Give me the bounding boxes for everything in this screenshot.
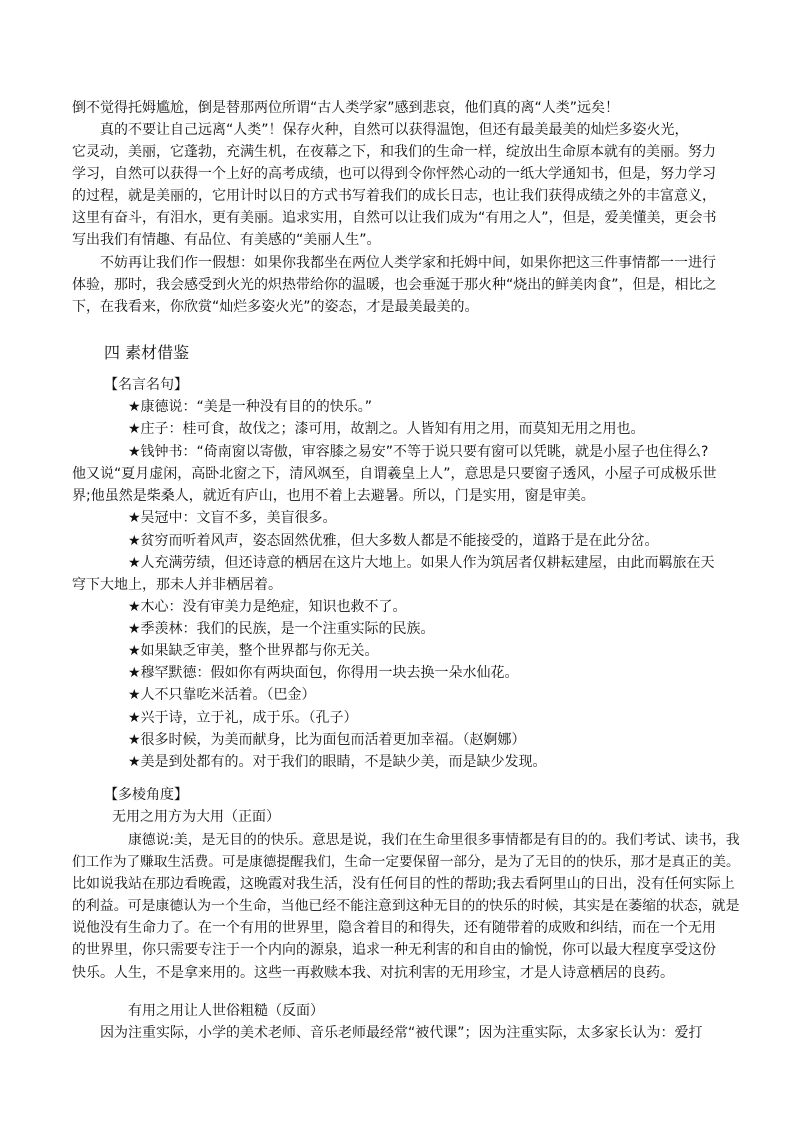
quote-line: ★庄子：桂可食，故伐之；漆可用，故割之。人皆知有用之用，而莫知无用之用也。 [128,421,645,437]
text-line: 的过程，就是美丽的，它用计时以日的方式书写着我们的成长日志，也让我们获得成绩之外的丰富意义， [72,188,716,204]
quote-line: ★木心：没有审美力是绝症，知识也救不了。 [128,599,407,615]
text-line: 们工作为了赚取生活费。可是康德提醒我们，生命一定要保留一部分，是为了无目的的快乐，那才是真正的美。 [72,854,740,870]
section-title: 四 素材借鉴 [104,343,190,362]
text-line: 快乐。人生，不是拿来用的。这些一再救赎本我、对抗利害的无用珍宝，才是人诗意栖居的良药。 [72,965,674,981]
quote-line: ★人充满劳绩，但还诗意的栖居在这片大地上。如果人作为筑居者仅耕耘建屋，由此而羁旅在天 [128,555,715,571]
angle-positive-title: 无用之用方为大用（正面） [112,809,280,825]
text-line: 的利益。可是康德认为一个生命，当他已经不能注意到这种无目的的快乐的时候，其实是在萎缩的状态，就是 [72,898,740,914]
quote-line: 他又说“夏月虚闲，高卧北窗之下，清风飒至，自谓羲皇上人”，意思是只要窗子透风，小屋子可成极乐世 [72,466,717,482]
text-line: 下，在我看来，你欣赏“灿烂多姿火光”的姿态，才是最美最美的。 [72,299,479,315]
text-line: 体验，那时，我会感受到火光的炽热带给你的温暖，也会垂涎于那火种“烧出的鲜美肉食”，但是，相比之 [72,277,717,293]
quote-line: ★季羡林：我们的民族，是一个注重实际的民族。 [128,621,435,637]
quote-line: ★贫穷而听着风声，姿态固然优雅，但大多数人都是不能接受的，道路于是在此分岔。 [128,533,659,549]
quotes-heading: 【名言名句】 [104,377,188,393]
quote-line: ★吴冠中：文盲不多，美盲很多。 [128,510,337,526]
text-line: 因为注重实际，小学的美术老师、音乐老师最经常“被代课”；因为注重实际，太多家长认为：爱打 [100,1025,703,1041]
quote-line: ★兴于诗，立于礼，成于乐。（孔子） [128,710,358,726]
quote-line: 穹下大地上，那未人并非栖居着。 [72,577,282,593]
text-line: 的世界里，你只需要专注于一个内向的源泉，追求一种无利害的和自由的愉悦，你可以最大程度享受这份 [72,942,716,958]
text-line: 真的不要让自己远离“人类”！保存火种，自然可以获得温饱，但还有最美最美的灿烂多姿火光， [100,122,689,138]
angle-negative-title: 有用之用让人世俗粗糙（反面） [128,1003,324,1019]
quote-line: ★如果缺乏审美，整个世界都与你无关。 [128,643,379,659]
quote-line: ★康德说：“美是一种没有目的的快乐。” [128,399,373,415]
text-line: 说他没有生命力了。在一个有用的世界里，隐含着目的和得失，还有随带着的成败和纠结，而在一个无用 [72,920,716,936]
quote-line: ★人不只靠吃米活着。（巴金） [128,687,316,703]
text-line: 学习，自然可以获得一个上好的高考成绩，也可以得到令你怦然心动的一纸大学通知书，但是，努力学习 [72,166,716,182]
angles-heading: 【多棱角度】 [104,787,188,803]
quote-line: ★美是到处都有的。对于我们的眼睛，不是缺少美，而是缺少发现。 [128,754,547,770]
text-line: 康德说:美，是无目的的快乐。意思是说，我们在生命里很多事情都是有目的的。我们考试、读书，我 [128,832,740,848]
text-line: 写出我们有情趣、有品位、有美感的“美丽人生”。 [72,232,381,248]
text-line: 不妨再让我们作一假想：如果你我都坐在两位人类学家和托姆中间，如果你把这三件事情都一一进行 [100,255,716,271]
quote-line: ★穆罕默德：假如你有两块面包，你得用一块去换一朵水仙花。 [128,665,519,681]
text-line: 比如说我站在那边看晚霞，这晚霞对我生活，没有任何目的性的帮助;我去看阿里山的日出，没有任何实际上 [72,876,735,892]
quote-line: ★钱钟书：“倚南窗以寄傲，审容膝之易安”不等于说只要有窗可以凭眺，就是小屋子也住得么? [128,444,709,460]
quote-line: ★很多时候，为美而献身，比为面包而活着更加幸福。（赵婀娜） [128,732,526,748]
quote-line: 界;他虽然是柴桑人，就近有庐山，也用不着上去避暑。所以，门是实用，窗是审美。 [72,488,595,504]
text-line: 倒不觉得托姆尴尬，倒是替那两位所谓“古人类学家”感到悲哀，他们真的离“人类”远矣！ [72,100,620,116]
text-line: 这里有奋斗，有泪水，更有美丽。追求实用，自然可以让我们成为“有用之人”，但是，爱美懂美，更会书 [72,210,717,226]
text-line: 它灵动，美丽，它蓬勃，充满生机，在夜幕之下，和我们的生命一样，绽放出生命原本就有的美丽。努力 [72,144,716,160]
